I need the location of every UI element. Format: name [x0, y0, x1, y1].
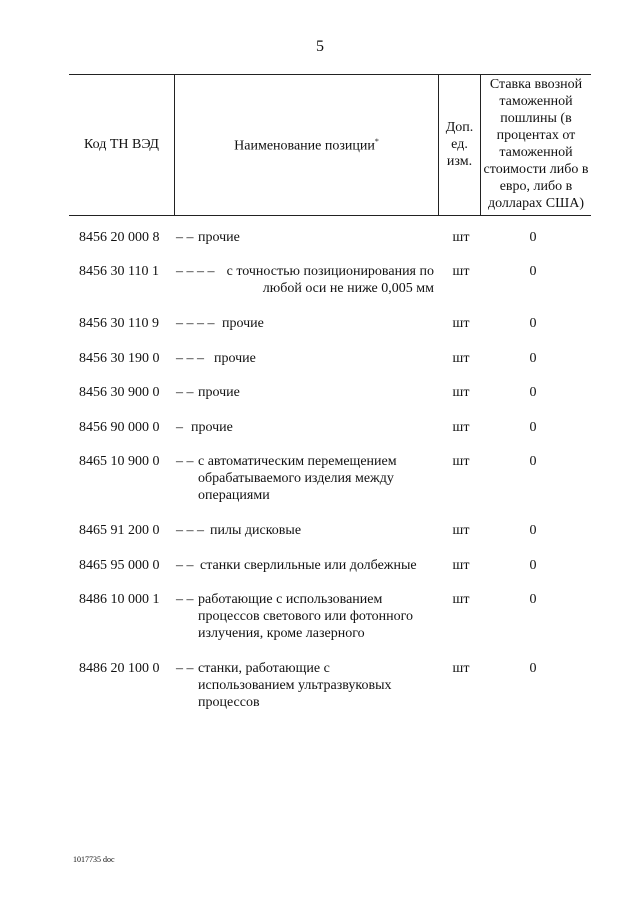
rate-cell: 0	[529, 661, 537, 676]
dash-marker: – – –	[176, 523, 204, 538]
code-cell: 8465 91 200 0	[79, 523, 160, 538]
code-cell: 8456 30 110 9	[79, 316, 159, 331]
name-cell: работающие с использованием процессов светового или фотонного излучения, кроме лазерного	[198, 592, 414, 641]
header-rate: Ставка ввозной таможенной пошлины (в процентах от таможенной стоимости либо в евро, либо в долларах США)	[483, 77, 589, 211]
code-cell: 8456 30 190 0	[79, 351, 160, 366]
dash-marker: – – – –	[176, 316, 215, 331]
code-cell: 8456 20 000 8	[79, 230, 160, 245]
dash-marker: – –	[176, 230, 194, 245]
dash-marker: – –	[176, 385, 194, 400]
unit-cell: шт	[452, 316, 470, 331]
code-cell: 8486 20 100 0	[79, 661, 160, 676]
unit-cell: шт	[452, 385, 470, 400]
dash-marker: – – –	[176, 351, 204, 366]
footnote-mark: *	[374, 137, 379, 147]
dash-marker: – – – –	[176, 264, 215, 279]
rate-cell: 0	[529, 592, 537, 607]
unit-cell: шт	[452, 351, 470, 366]
name-cell: пилы дисковые	[210, 523, 302, 538]
name-cell: прочие	[191, 420, 233, 435]
unit-cell: шт	[452, 523, 470, 538]
code-cell: 8456 30 110 1	[79, 264, 159, 279]
name-cell: станки сверлильные или долбежные	[200, 558, 417, 573]
name-cell: с автоматическим перемещением обрабатываемого изделия между операциями	[198, 454, 397, 503]
rate-cell: 0	[529, 316, 537, 331]
code-cell: 8456 90 000 0	[79, 420, 160, 435]
dash-marker: – –	[176, 592, 194, 607]
dash-marker: – –	[176, 454, 194, 469]
dash-marker: – –	[176, 661, 194, 676]
code-cell: 8465 95 000 0	[79, 558, 160, 573]
rate-cell: 0	[529, 523, 537, 538]
name-cell: прочие	[198, 385, 240, 400]
unit-cell: шт	[452, 264, 470, 279]
header-unit: Доп. ед. изм.	[445, 119, 474, 169]
unit-cell: шт	[452, 230, 470, 245]
rate-cell: 0	[529, 558, 537, 573]
name-cell: прочие	[214, 351, 256, 366]
rate-cell: 0	[529, 351, 537, 366]
name-cell: с точностью позиционирования по любой оси не ниже 0,005 мм	[226, 264, 434, 296]
unit-cell: шт	[452, 592, 470, 607]
header-code: Код ТН ВЭД	[84, 136, 159, 152]
rate-cell: 0	[529, 454, 537, 469]
rate-cell: 0	[529, 230, 537, 245]
rate-cell: 0	[529, 264, 537, 279]
name-cell: прочие	[222, 316, 264, 331]
name-cell: станки, работающие с использованием ультразвуковых процессов	[198, 661, 392, 710]
name-cell: прочие	[198, 230, 240, 245]
document-id: 1017735 doc	[73, 855, 115, 864]
code-cell: 8456 30 900 0	[79, 385, 160, 400]
rate-cell: 0	[529, 385, 537, 400]
dash-marker: – –	[176, 558, 194, 573]
unit-cell: шт	[452, 420, 470, 435]
code-cell: 8465 10 900 0	[79, 454, 160, 469]
page-number: 5	[316, 38, 324, 55]
dash-marker: –	[176, 420, 183, 435]
unit-cell: шт	[452, 454, 470, 469]
header-name: Наименование позиции*	[234, 137, 379, 154]
rate-cell: 0	[529, 420, 537, 435]
unit-cell: шт	[452, 661, 470, 676]
unit-cell: шт	[452, 558, 470, 573]
code-cell: 8486 10 000 1	[79, 592, 160, 607]
